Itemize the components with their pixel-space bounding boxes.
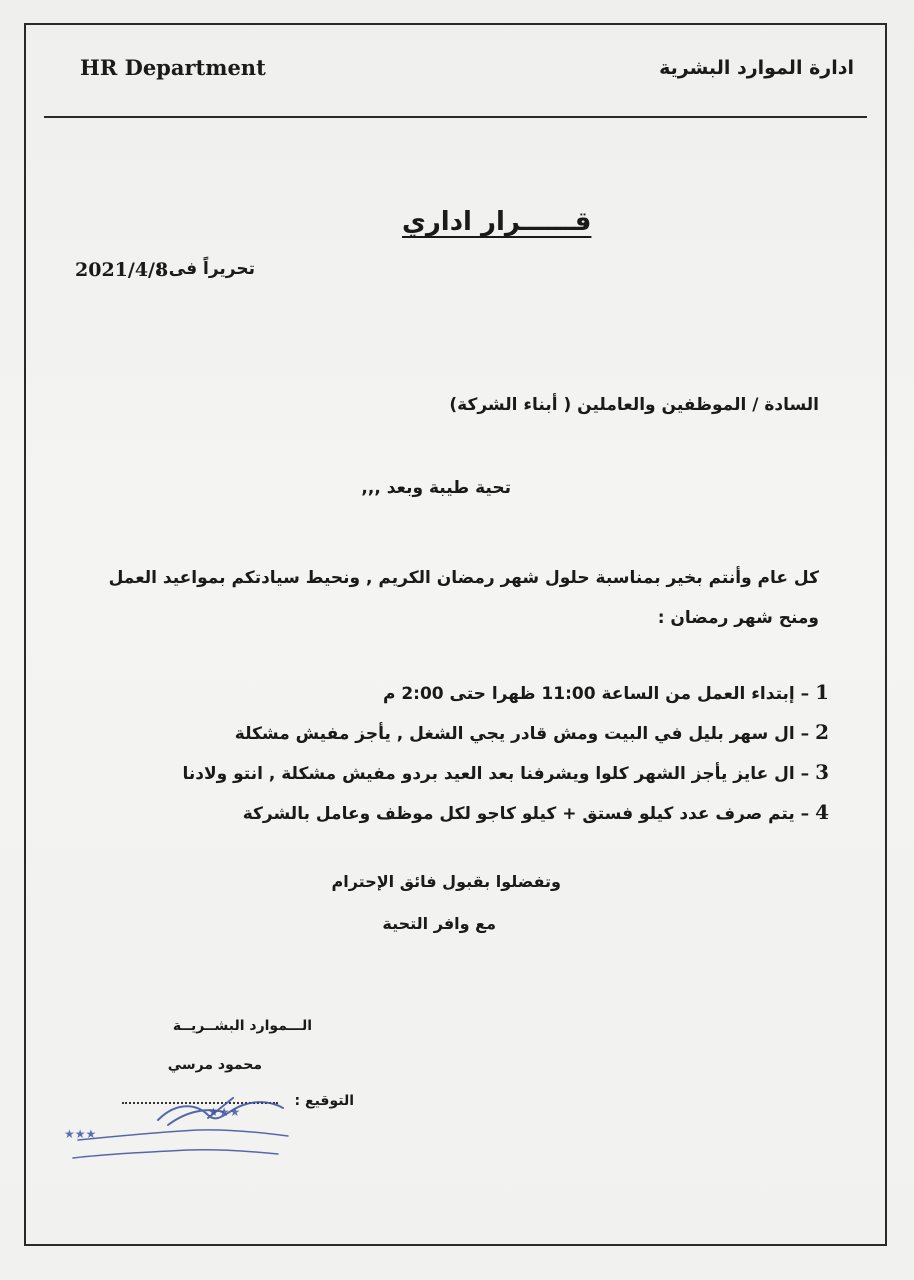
list-item-text: – إبتداء العمل من الساعة 11:00 ظهرا حتى 2:00 م bbox=[382, 684, 810, 704]
date-value: 2021/4/8 bbox=[75, 259, 169, 281]
list-item-number: 2 bbox=[815, 720, 829, 744]
list-item bbox=[243, 800, 829, 824]
list-item-number: 4 bbox=[815, 800, 829, 824]
list-item-text: – ال عايز يأجز الشهر كلوا ويشرفنا بعد العيد بردو مفيش مشكلة , انتو ولادنا bbox=[182, 764, 810, 784]
greeting: تحية طيبة وبعد ,,, bbox=[361, 478, 511, 498]
addressee: السادة / الموظفين والعاملين ( أبناء الشركة) bbox=[449, 395, 819, 415]
list-item-number: 1 bbox=[815, 680, 829, 704]
closing-regards: مع وافر التحية bbox=[382, 914, 496, 933]
document-title: قــــــرار اداري bbox=[402, 207, 592, 237]
closing-line: وتفضلوا بقبول فائق الإحترام bbox=[331, 872, 561, 891]
signatory-name: محمود مرسي bbox=[167, 1057, 262, 1073]
list-item bbox=[235, 720, 829, 744]
signature-department: الـــموارد البشــريــة bbox=[172, 1018, 312, 1034]
list-item bbox=[383, 680, 829, 704]
svg-text:★★★: ★★★ bbox=[64, 1127, 97, 1141]
signature-label: التوقيع : bbox=[294, 1093, 354, 1109]
header-english-label: HR Department bbox=[80, 55, 266, 80]
header-arabic-label: ادارة الموارد البشرية bbox=[659, 57, 854, 79]
header-divider bbox=[44, 116, 867, 118]
list-item-number: 3 bbox=[815, 760, 829, 784]
date-label: تحريراً فى : bbox=[156, 259, 255, 279]
date-line bbox=[75, 259, 255, 287]
signature-stamp bbox=[58, 1080, 308, 1170]
svg-text:★★★: ★★★ bbox=[208, 1105, 241, 1119]
list-item-text: – ال سهر بليل في البيت ومش قادر يجي الشغل , يأجز مفيش مشكلة bbox=[234, 724, 810, 744]
list-item bbox=[182, 760, 829, 784]
intro-paragraph: كل عام وأنتم بخير بمناسبة حلول شهر رمضان الكريم , ونحيط سيادتكم بمواعيد العمل ومنح شهر رمضان : bbox=[108, 568, 819, 628]
list-item-text: – يتم صرف عدد كيلو فستق + كيلو كاجو لكل موظف وعامل بالشركة bbox=[242, 804, 810, 824]
